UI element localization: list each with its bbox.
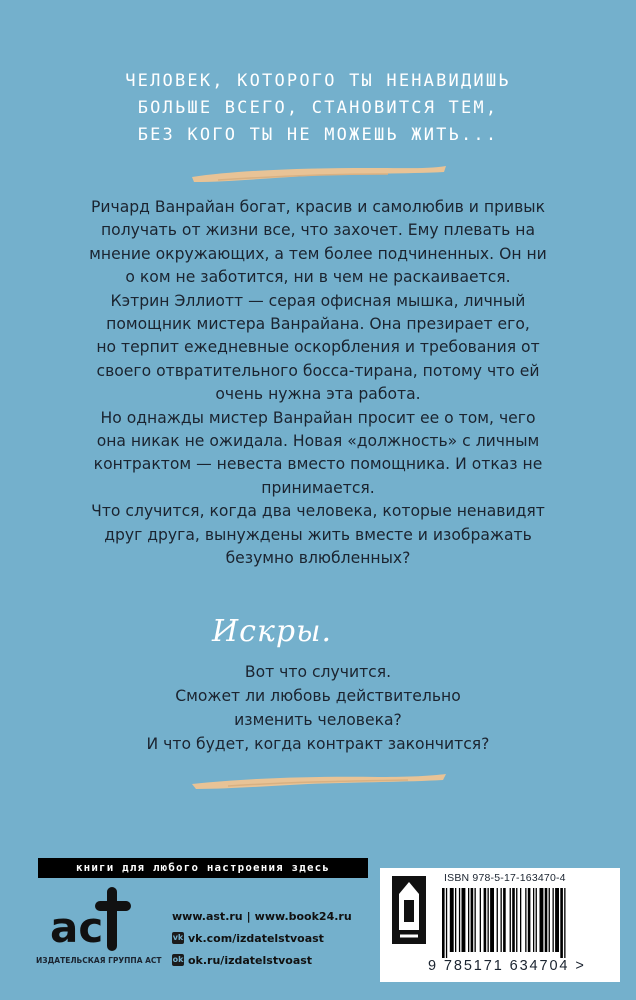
barcode-bar — [549, 888, 550, 952]
barcode-bar — [484, 888, 487, 952]
brush-stroke-bottom — [188, 770, 450, 796]
vk-link[interactable]: vk.com/izdatelstvoast — [188, 931, 324, 945]
ast-logo — [40, 884, 150, 954]
barcode-bar — [533, 888, 534, 952]
ok-link[interactable]: ok.ru/izdatelstvoast — [188, 953, 313, 967]
barcode-bar — [512, 888, 515, 952]
barcode-digits: 9 785171 634704 > — [428, 958, 586, 974]
text-line: она никак не ожидала. Новая «должность» с личным — [96, 432, 540, 451]
barcode-bar — [450, 888, 454, 952]
footer-banner: книги для любого настроения здесь — [38, 858, 368, 878]
paragraph — [30, 196, 606, 290]
barcode-bar — [455, 888, 456, 952]
barcode-bar — [497, 888, 498, 952]
tagline — [0, 68, 636, 149]
barcode-bar — [525, 888, 526, 952]
brush-stroke-top — [188, 160, 450, 188]
barcode-panel — [380, 868, 620, 982]
text-line: но терпит ежедневные оскорбления и требования от — [96, 338, 540, 357]
paragraph — [30, 500, 606, 570]
text-line: получать от жизни все, что захочет. Ему плевать на — [100, 221, 536, 240]
barcode-bar — [516, 888, 517, 952]
description — [30, 196, 606, 571]
text-line: своего отвратительного босса-тирана, потому что ей — [96, 361, 540, 380]
text-line: принимается. — [261, 478, 375, 497]
barcode-bar — [459, 888, 460, 952]
footer-links — [172, 908, 352, 974]
text-line: о ком не заботится, ни в чем не раскаивается. — [125, 268, 511, 287]
text-line: мнение окружающих, а тем более подчиненных. Он ни — [89, 244, 547, 263]
barcode — [438, 888, 614, 958]
barcode-bar — [520, 888, 521, 952]
barcode-bar — [501, 888, 502, 952]
paragraph — [30, 290, 606, 407]
barcode-bar — [488, 888, 489, 952]
text-line: очень нужна эта работа. — [215, 385, 421, 404]
sparks-title: Искры. — [212, 614, 333, 649]
text-line: безумно влюбленных? — [225, 549, 411, 568]
text-line: Что случится, когда два человека, которые ненавидят — [91, 502, 545, 521]
text-line: Но однажды мистер Ванрайан просит ее о том, чего — [100, 408, 536, 427]
barcode-bar — [560, 888, 563, 958]
barcode-bar — [503, 888, 506, 952]
text-line: Ричард Ванрайан богат, красив и самолюбив и привык — [90, 198, 546, 216]
barcode-bar — [528, 888, 531, 952]
text-line: Сможет ли любовь действительно — [175, 687, 461, 705]
logo-text: ac — [50, 903, 104, 952]
tagline-line: БОЛЬШЕ ВСЕГО, СТАНОВИТСЯ ТЕМ, — [137, 98, 499, 118]
barcode-bar — [446, 888, 447, 958]
barcode-bar — [564, 888, 565, 958]
vk-icon: vk — [172, 933, 184, 942]
tagline-line: БЕЗ КОГО ТЫ НЕ МОЖЕШЬ ЖИТЬ... — [137, 125, 499, 145]
site-link[interactable]: www.book24.ru — [254, 909, 352, 923]
barcode-bar — [553, 888, 554, 952]
barcode-bar — [510, 888, 511, 952]
paragraph — [30, 407, 606, 501]
barcode-bar — [490, 888, 494, 952]
isbn-text: ISBN 978-5-17-163470-4 — [444, 872, 566, 884]
barcode-bar — [536, 888, 537, 952]
barcode-bar — [545, 888, 548, 952]
lantern-icon — [388, 874, 430, 946]
text-line: Кэтрин Эллиотт — серая офисная мышка, личный — [110, 291, 526, 310]
barcode-bar — [540, 888, 544, 952]
text-line: друг друга, вынуждены жить вместе и изображать — [104, 525, 532, 544]
tagline-line: ЧЕЛОВЕК, КОТОРОГО ТЫ НЕНАВИДИШЬ — [125, 71, 511, 91]
barcode-bar — [471, 888, 474, 952]
site-link[interactable]: www.ast.ru — [172, 909, 243, 923]
barcode-bar — [555, 888, 559, 952]
barcode-bar — [442, 888, 445, 958]
separator: | — [246, 909, 251, 923]
barcode-bar — [480, 888, 481, 952]
barcode-bar — [468, 888, 469, 952]
publisher-name: ИЗДАТЕЛЬСКАЯ ГРУППА АСТ — [36, 956, 162, 965]
barcode-bar — [475, 888, 476, 952]
barcode-bar — [462, 888, 466, 952]
ok-icon: ok — [172, 955, 184, 964]
closing-questions — [30, 660, 606, 756]
text-line: Вот что случится. — [244, 663, 392, 681]
text-line: И что будет, когда контракт закончится? — [146, 735, 490, 753]
text-line: изменить человека? — [234, 711, 402, 729]
text-line: контрактом — невеста вместо помощника. И отказ не — [93, 455, 543, 474]
text-line: помощник мистера Ванрайана. Она презирает его, — [106, 315, 530, 334]
